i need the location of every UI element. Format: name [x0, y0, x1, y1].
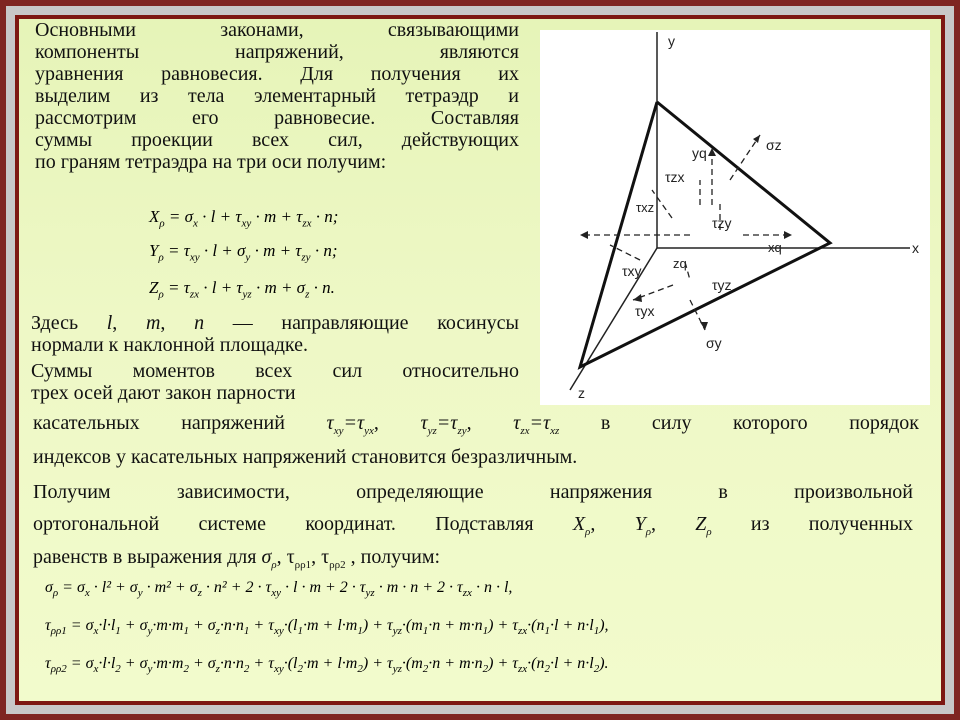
- slide: [15, 15, 945, 705]
- formula-tau-rho2: $\tau_{\rho\rho 2} = \sigma_x\cdot l\cdot l_2 + \sigma_y\cdot m\cdot m_2 + \sigma_z\cdot n\cdot n_2 + \tau_{xy}\cdot(l_2\cdot m + l\cdot m_2) + \tau_{yz}\cdot(m_2\cdot n + m\cdot n_2) + \tau_{zx}\cdot(n_2\cdot l + n\cdot l_2)$.: [45, 655, 609, 676]
- label-tau-xy: τxy: [622, 263, 642, 279]
- label-x: x: [912, 240, 919, 256]
- label-tau-yx: τyx: [635, 303, 655, 319]
- derive-line-2: ортогональной системе координат. Подставляя $X_\rho$, $Y_\rho$, $Z_\rho$ из полученных: [33, 513, 913, 538]
- equation-x: $X_\rho = \sigma_x \cdot l + \tau_{xy} \cdot m + \tau_{zx} \cdot n$;: [149, 207, 339, 230]
- moments-line-1: Суммы моментов всех сил относительно: [31, 360, 519, 382]
- label-tau-xz: τxz: [636, 200, 655, 215]
- label-z: z: [578, 385, 585, 401]
- intro-line-1: Основными законами, связывающими: [35, 19, 519, 41]
- formula-tau-rho1: $\tau_{\rho\rho 1} = \sigma_x\cdot l\cdot l_1 + \sigma_y\cdot m\cdot m_1 + \sigma_z\cdot n\cdot n_1 + \tau_{xy}\cdot(l_1\cdot m + l\cdot m_1) + \tau_{yz}\cdot(m_1\cdot n + m\cdot n_1) + \tau_{zx}\cdot(n_1\cdot l + n\cdot l_1)$,: [45, 617, 609, 638]
- label-xq: xq: [768, 240, 782, 255]
- equation-y: $Y_\rho = \tau_{xy} \cdot l + \sigma_y \cdot m + \tau_{zy} \cdot n$;: [149, 241, 338, 264]
- intro-line-6: суммы проекции всех сил, действующих: [35, 129, 519, 151]
- pairing-line-2: индексов у касательных напряжений становится безразличным.: [33, 446, 578, 468]
- z-axis-line: [570, 248, 657, 390]
- label-tau-zy: τzy: [712, 215, 732, 231]
- intro-line-7: по граням тетраэдра на три оси получим:: [35, 151, 387, 173]
- pairing-line-1: касательных напряжений $\tau_{xy}=\tau_{yx}$, $\tau_{yz}=\tau_{zy}$, $\tau_{zx}=\tau_{xz}$ в силу которого порядок: [33, 412, 920, 437]
- derive-line-3: равенств в выражения для $\sigma_\rho$, $\tau_{\rho\rho 1}$, $\tau_{\rho\rho 2}$ , получим:: [33, 546, 441, 571]
- label-sigma-y: σy: [706, 335, 722, 351]
- label-yq: yq: [692, 145, 707, 161]
- equation-z: $Z_\rho = \tau_{zx} \cdot l + \tau_{yz} \cdot m + \sigma_z \cdot n$.: [149, 278, 335, 301]
- intro-line-3: уравнения равновесия. Для получения их: [35, 63, 519, 85]
- label-sigma-z: σz: [766, 137, 782, 153]
- label-zq: zq: [673, 256, 687, 271]
- slide-content: [19, 19, 941, 701]
- label-tau-zx: τzx: [665, 169, 685, 185]
- intro-line-4: выделим из тела элементарный тетраэдр и: [35, 85, 519, 107]
- formula-sigma-rho: $\sigma_\rho = \sigma_x \cdot l^2 + \sigma_y \cdot m^2 + \sigma_z \cdot n^2 + 2 \cdot \tau_{xy} \cdot l \cdot m + 2 \cdot \tau_{yz} \cdot m \cdot n + 2 \cdot \tau_{zx} \cdot n \cdot l$,: [45, 579, 513, 600]
- derive-line-1: Получим зависимости, определяющие напряжения в произвольной: [33, 481, 913, 503]
- tetrahedron-svg: [540, 30, 930, 405]
- intro-line-5: рассмотрим его равновесие. Составляя: [35, 107, 519, 129]
- label-y: y: [668, 33, 675, 49]
- moments-line-2: трех осей дают закон парности: [31, 382, 296, 404]
- tetrahedron-figure: [540, 30, 930, 405]
- cosines-line-2: нормали к наклонной площадке.: [31, 334, 308, 356]
- intro-line-2: компоненты напряжений, являются: [35, 41, 519, 63]
- cosines-line-1: Здесь l, m, n — направляющие косинусы: [31, 312, 519, 334]
- label-tau-yz: τyz: [712, 277, 732, 293]
